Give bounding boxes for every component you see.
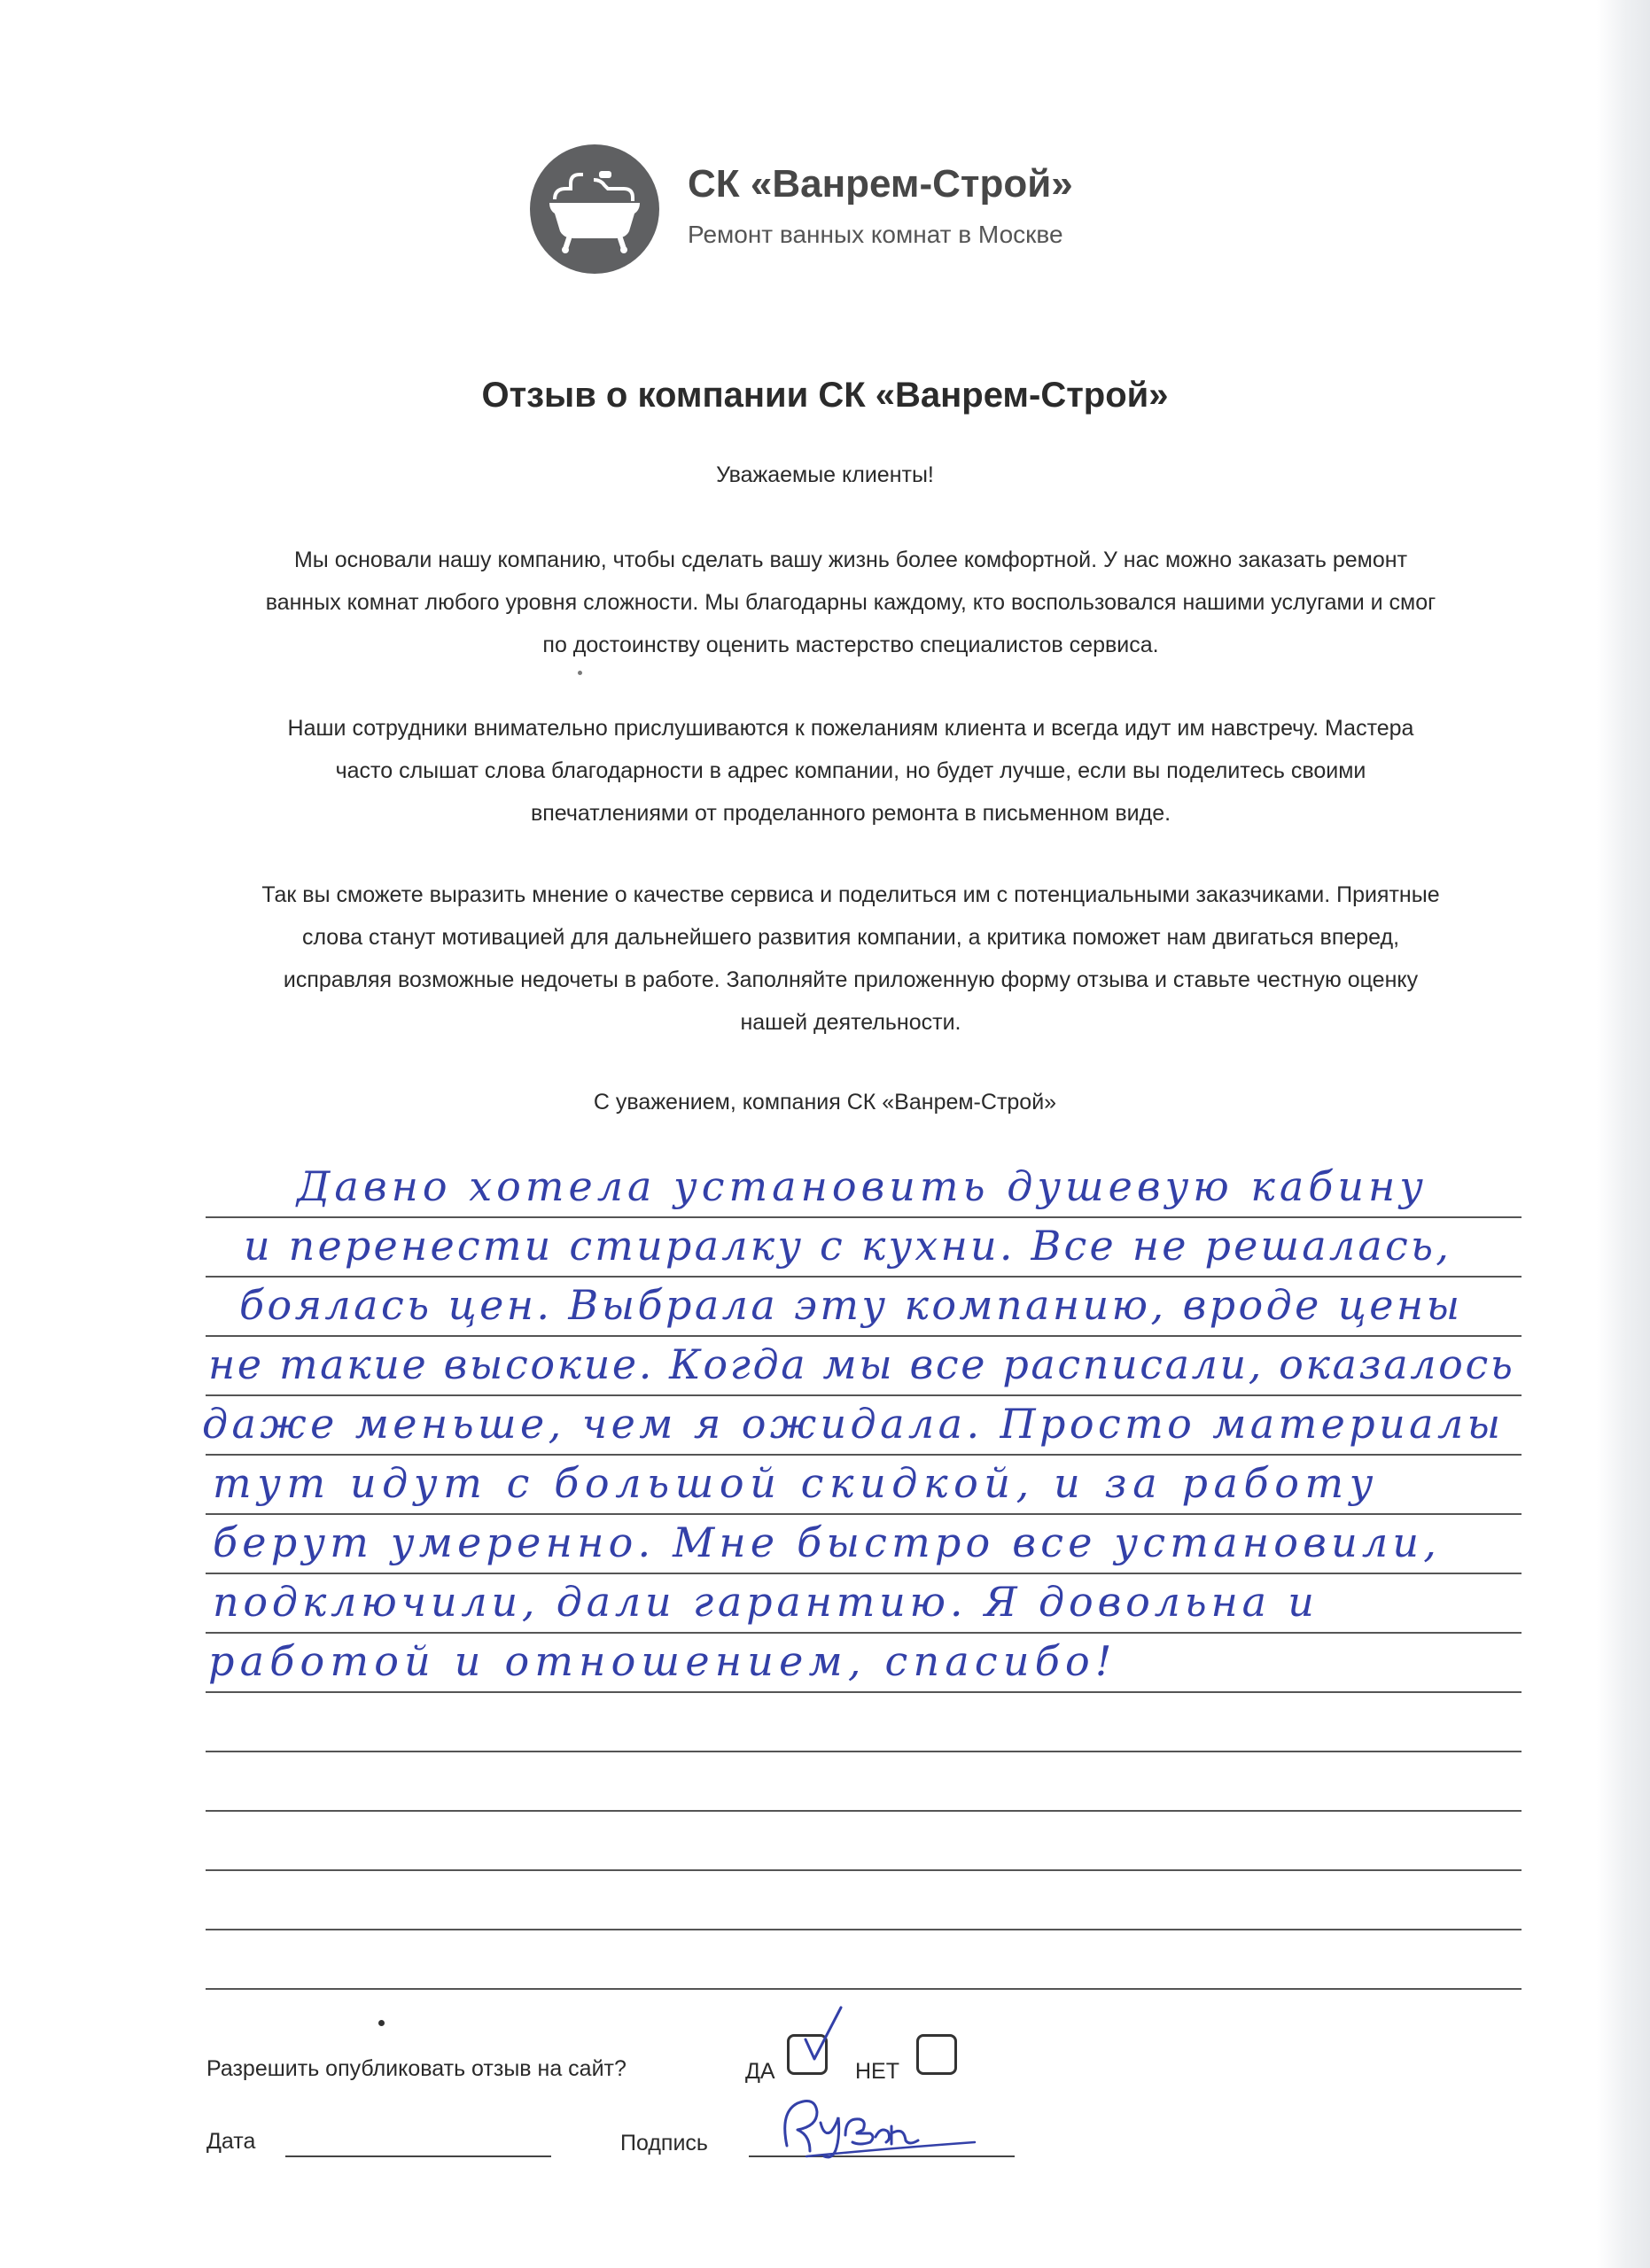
date-label: Дата — [206, 2129, 256, 2154]
date-field[interactable] — [285, 2155, 551, 2157]
scan-edge-shadow — [1597, 0, 1650, 2268]
review-rule-line — [206, 1394, 1522, 1396]
bathtub-icon — [530, 144, 659, 274]
review-handwritten-line: работой и отношением, спасибо! — [208, 1637, 1117, 1685]
scan-speck — [578, 671, 582, 675]
review-rule-line — [206, 1276, 1522, 1278]
paragraph-line: часто слышат слова благодарности в адрес компании, но будет лучше, если вы поделитесь своими — [335, 758, 1366, 783]
review-handwritten-line: подключили, дали гарантию. Я довольна и — [213, 1578, 1319, 1626]
review-rule-line — [206, 1751, 1522, 1752]
intro-paragraph-3 — [191, 874, 1511, 1044]
review-handwritten-line: боялась цен. Выбрала эту компанию, вроде цены — [239, 1281, 1463, 1329]
logo-badge — [530, 144, 659, 274]
paragraph-line: по достоинству оценить мастерство специалистов сервиса. — [542, 633, 1159, 657]
review-handwritten-line: даже меньше, чем я ожидала. Просто материалы — [202, 1400, 1505, 1448]
review-handwritten-line: берут умеренно. Мне быстро все установили, — [213, 1518, 1442, 1566]
review-handwritten-line: не такие высокие. Когда мы все расписали, оказалось — [208, 1340, 1515, 1388]
signature-label: Подпись — [620, 2131, 708, 2155]
company-tagline: Ремонт ванных комнат в Москве — [688, 221, 1063, 248]
closing-line: С уважением, компания СК «Ванрем-Строй» — [593, 1090, 1057, 1115]
paragraph-line: исправляя возможные недочеты в работе. Заполняйте приложенную форму отзыва и ставьте честную оценку — [283, 967, 1419, 992]
scan-speck — [378, 2020, 385, 2026]
review-rule-line — [206, 1869, 1522, 1871]
company-name: СК «Ванрем-Строй» — [688, 162, 1073, 206]
review-rule-line — [206, 1454, 1522, 1456]
paragraph-line: нашей деятельности. — [740, 1010, 961, 1035]
publish-no-checkbox[interactable] — [916, 2034, 957, 2075]
checkmark-icon — [793, 2004, 846, 2066]
intro-paragraph-2 — [191, 707, 1511, 835]
document-title: Отзыв о компании СК «Ванрем-Строй» — [481, 376, 1169, 415]
paragraph-line: Наши сотрудники внимательно прислушиваются к пожеланиям клиента и всегда идут им навстречу. Мастера — [287, 716, 1414, 741]
review-rule-line — [206, 1810, 1522, 1812]
intro-paragraph-1 — [191, 539, 1511, 666]
review-handwritten-line: и перенести стиралку с кухни. Все не решалась, — [244, 1222, 1452, 1270]
paragraph-line: впечатлениями от проделанного ремонта в письменном виде. — [530, 801, 1171, 826]
company-logo-block — [530, 144, 1150, 277]
review-rule-line — [206, 1513, 1522, 1515]
review-rule-line — [206, 1335, 1522, 1337]
handwritten-signature — [771, 2091, 984, 2171]
review-handwritten-line: тут идут с большой скидкой, и за работу — [213, 1459, 1380, 1507]
salutation: Уважаемые клиенты! — [716, 462, 934, 487]
review-rule-line — [206, 1573, 1522, 1574]
publish-yes-label: ДА — [745, 2059, 775, 2084]
paragraph-line: слова станут мотивацией для дальнейшего развития компании, а критика поможет нам двигаться вперед, — [301, 925, 1400, 950]
paragraph-line: Мы основали нашу компанию, чтобы сделать вашу жизнь более комфортной. У нас можно заказать ремонт — [293, 548, 1408, 572]
review-rule-line — [206, 1929, 1522, 1930]
review-rule-line — [206, 1691, 1522, 1693]
paragraph-line: ванных комнат любого уровня сложности. Мы благодарны каждому, кто воспользовался нашими услугами и смог — [265, 590, 1436, 615]
publish-no-label: НЕТ — [855, 2059, 899, 2084]
review-rule-line — [206, 1632, 1522, 1634]
publish-question-label: Разрешить опубликовать отзыв на сайт? — [206, 2056, 627, 2081]
review-handwritten-line: Давно хотела установить душевую кабину — [297, 1162, 1428, 1210]
review-rule-line — [206, 1988, 1522, 1990]
paragraph-line: Так вы сможете выразить мнение о качестве сервиса и поделиться им с потенциальными заказчиками. Приятные — [261, 882, 1440, 907]
review-rule-line — [206, 1216, 1522, 1218]
